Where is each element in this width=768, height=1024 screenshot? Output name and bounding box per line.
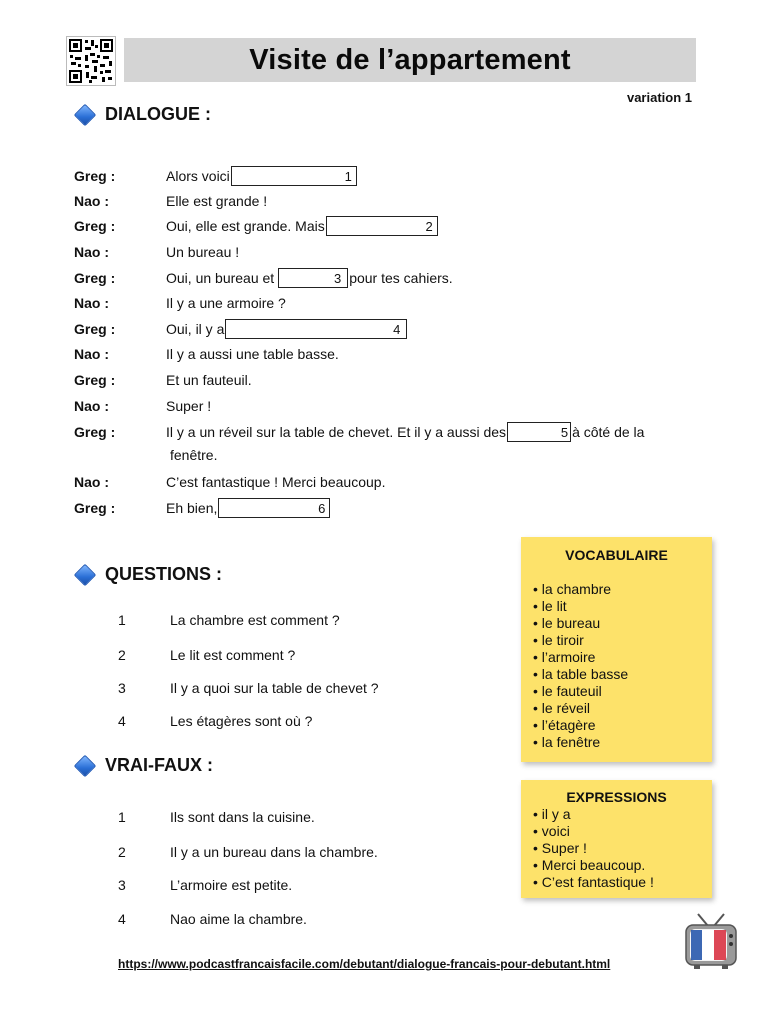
- question-text: Les étagères sont où ?: [170, 713, 313, 729]
- blank-number: 2: [425, 219, 433, 234]
- section-vrai-faux-title: VRAI-FAUX :: [105, 755, 213, 775]
- line-text: Eh bien,: [166, 500, 218, 516]
- dialogue-line: [74, 496, 331, 520]
- question-item: [118, 680, 379, 696]
- source-link[interactable]: https://www.podcastfrancaisfacile.com/debutant/dialogue-francais-pour-debutant.html: [118, 957, 611, 971]
- section-vrai-faux: [72, 755, 213, 776]
- question-number: 1: [118, 612, 126, 628]
- dialogue-line: [74, 420, 644, 444]
- expressions-title: EXPRESSIONS: [566, 789, 667, 805]
- line-text: Il y a une armoire ?: [166, 295, 286, 311]
- line-text: Elle est grande !: [166, 193, 268, 209]
- question-item: [118, 713, 312, 729]
- section-questions-title: QUESTIONS :: [105, 564, 223, 584]
- line-text: Il y a un réveil sur la table de chevet. Et il y a aussi des: [166, 424, 507, 440]
- blank-number: 6: [318, 501, 326, 516]
- dialogue-line: [74, 266, 453, 290]
- item-text: Nao aime la chambre.: [170, 911, 307, 927]
- vocabulary-item: • le réveil: [533, 700, 712, 717]
- dialogue-line: [74, 189, 267, 213]
- blank-number: 3: [333, 271, 342, 286]
- line-text: Oui, un bureau et: [166, 270, 275, 286]
- blank-field-4[interactable]: [225, 319, 407, 339]
- dialogue-line: [74, 394, 211, 418]
- vocabulary-item: • l’étagère: [533, 717, 712, 734]
- speaker: Nao :: [74, 474, 109, 490]
- line-text: C’est fantastique ! Merci beaucoup.: [166, 474, 386, 490]
- vocabulary-item: • l’armoire: [533, 649, 712, 666]
- item-number: 2: [118, 844, 126, 860]
- speaker: Nao :: [74, 295, 109, 311]
- speaker: Greg :: [74, 424, 116, 440]
- line-text: Super !: [166, 398, 212, 414]
- dialogue-line: [74, 342, 339, 366]
- true-false-item: [118, 911, 307, 927]
- blue-diamond-icon: [74, 563, 97, 586]
- expression-item: • Super !: [533, 840, 712, 857]
- expression-item: • Merci beaucoup.: [533, 857, 712, 874]
- question-text: La chambre est comment ?: [170, 612, 340, 628]
- vocabulary-item: • la table basse: [533, 666, 712, 683]
- question-number: 2: [118, 647, 126, 663]
- question-number: 3: [118, 680, 126, 696]
- vocabulary-item: • le fauteuil: [533, 683, 712, 700]
- line-text: Alors voici: [166, 168, 230, 184]
- speaker: Greg :: [74, 372, 116, 388]
- expression-item: • C’est fantastique !: [533, 874, 712, 891]
- section-dialogue: [72, 104, 211, 125]
- true-false-item: [118, 844, 378, 860]
- dialogue-continuation: fenêtre.: [170, 447, 218, 463]
- line-text: Il y a aussi une table basse.: [166, 346, 339, 362]
- speaker: Nao :: [74, 398, 109, 414]
- speaker: Greg :: [74, 218, 116, 234]
- blank-field-2[interactable]: [326, 216, 438, 236]
- blank-field-5[interactable]: [507, 422, 571, 442]
- blank-number: 1: [344, 169, 352, 184]
- true-false-item: [118, 877, 292, 893]
- line-text: Un bureau !: [166, 244, 240, 260]
- question-text: Le lit est comment ?: [170, 647, 296, 663]
- section-dialogue-title: DIALOGUE :: [105, 104, 211, 124]
- blank-number: 4: [393, 322, 401, 337]
- dialogue-line: [74, 368, 252, 392]
- title-bar: [124, 38, 696, 82]
- expressions-list: [533, 806, 712, 891]
- speaker: Nao :: [74, 244, 109, 260]
- speaker: Greg :: [74, 168, 116, 184]
- dialogue-line: [74, 164, 358, 188]
- expression-item: • voici: [533, 823, 712, 840]
- speaker: Greg :: [74, 321, 116, 337]
- speaker: Nao :: [74, 193, 109, 209]
- dialogue-line: [74, 214, 439, 238]
- line-text: Oui, il y a: [166, 321, 225, 337]
- item-text: L’armoire est petite.: [170, 877, 293, 893]
- blank-field-3[interactable]: [278, 268, 348, 288]
- question-text: Il y a quoi sur la table de chevet ?: [170, 680, 379, 696]
- question-number: 4: [118, 713, 126, 729]
- variation-label: variation 1: [626, 90, 692, 105]
- vocabulary-title: VOCABULAIRE: [565, 547, 668, 563]
- blank-field-1[interactable]: [231, 166, 357, 186]
- vocabulary-box: [521, 537, 712, 762]
- question-item: [118, 647, 295, 663]
- section-questions: [72, 564, 222, 585]
- line-text: Et un fauteuil.: [166, 372, 252, 388]
- qr-code-icon: [66, 36, 116, 86]
- vocabulary-item: • le lit: [533, 598, 712, 615]
- dialogue-line: [74, 240, 239, 264]
- item-text: Ils sont dans la cuisine.: [170, 809, 315, 825]
- vocabulary-item: • la chambre: [533, 581, 712, 598]
- speaker: Greg :: [74, 500, 116, 516]
- vocabulary-item: • la fenêtre: [533, 734, 712, 751]
- vocabulary-item: • le bureau: [533, 615, 712, 632]
- dialogue-line: [74, 470, 385, 494]
- tv-logo-icon: [684, 912, 738, 975]
- question-item: [118, 612, 340, 628]
- blue-diamond-icon: [74, 103, 97, 126]
- speaker: Nao :: [74, 346, 109, 362]
- item-number: 3: [118, 877, 126, 893]
- line-text: Oui, elle est grande. Mais: [166, 218, 325, 234]
- item-text: Il y a un bureau dans la chambre.: [170, 844, 378, 860]
- item-number: 4: [118, 911, 126, 927]
- blue-diamond-icon: [74, 754, 97, 777]
- true-false-item: [118, 809, 315, 825]
- vocabulary-item: • le tiroir: [533, 632, 712, 649]
- line-text-after: à côté de la: [572, 424, 645, 440]
- line-text-after: pour tes cahiers.: [349, 270, 453, 286]
- speaker: Greg :: [74, 270, 116, 286]
- blank-field-6[interactable]: [218, 498, 330, 518]
- dialogue-line: [74, 317, 408, 341]
- page-title: Visite de l’appartement: [249, 43, 571, 76]
- blank-number: 5: [560, 425, 569, 440]
- expression-item: • il y a: [533, 806, 712, 823]
- dialogue-line: [74, 291, 286, 315]
- expressions-box: [521, 780, 712, 898]
- vocabulary-list: [533, 581, 712, 751]
- item-number: 1: [118, 809, 126, 825]
